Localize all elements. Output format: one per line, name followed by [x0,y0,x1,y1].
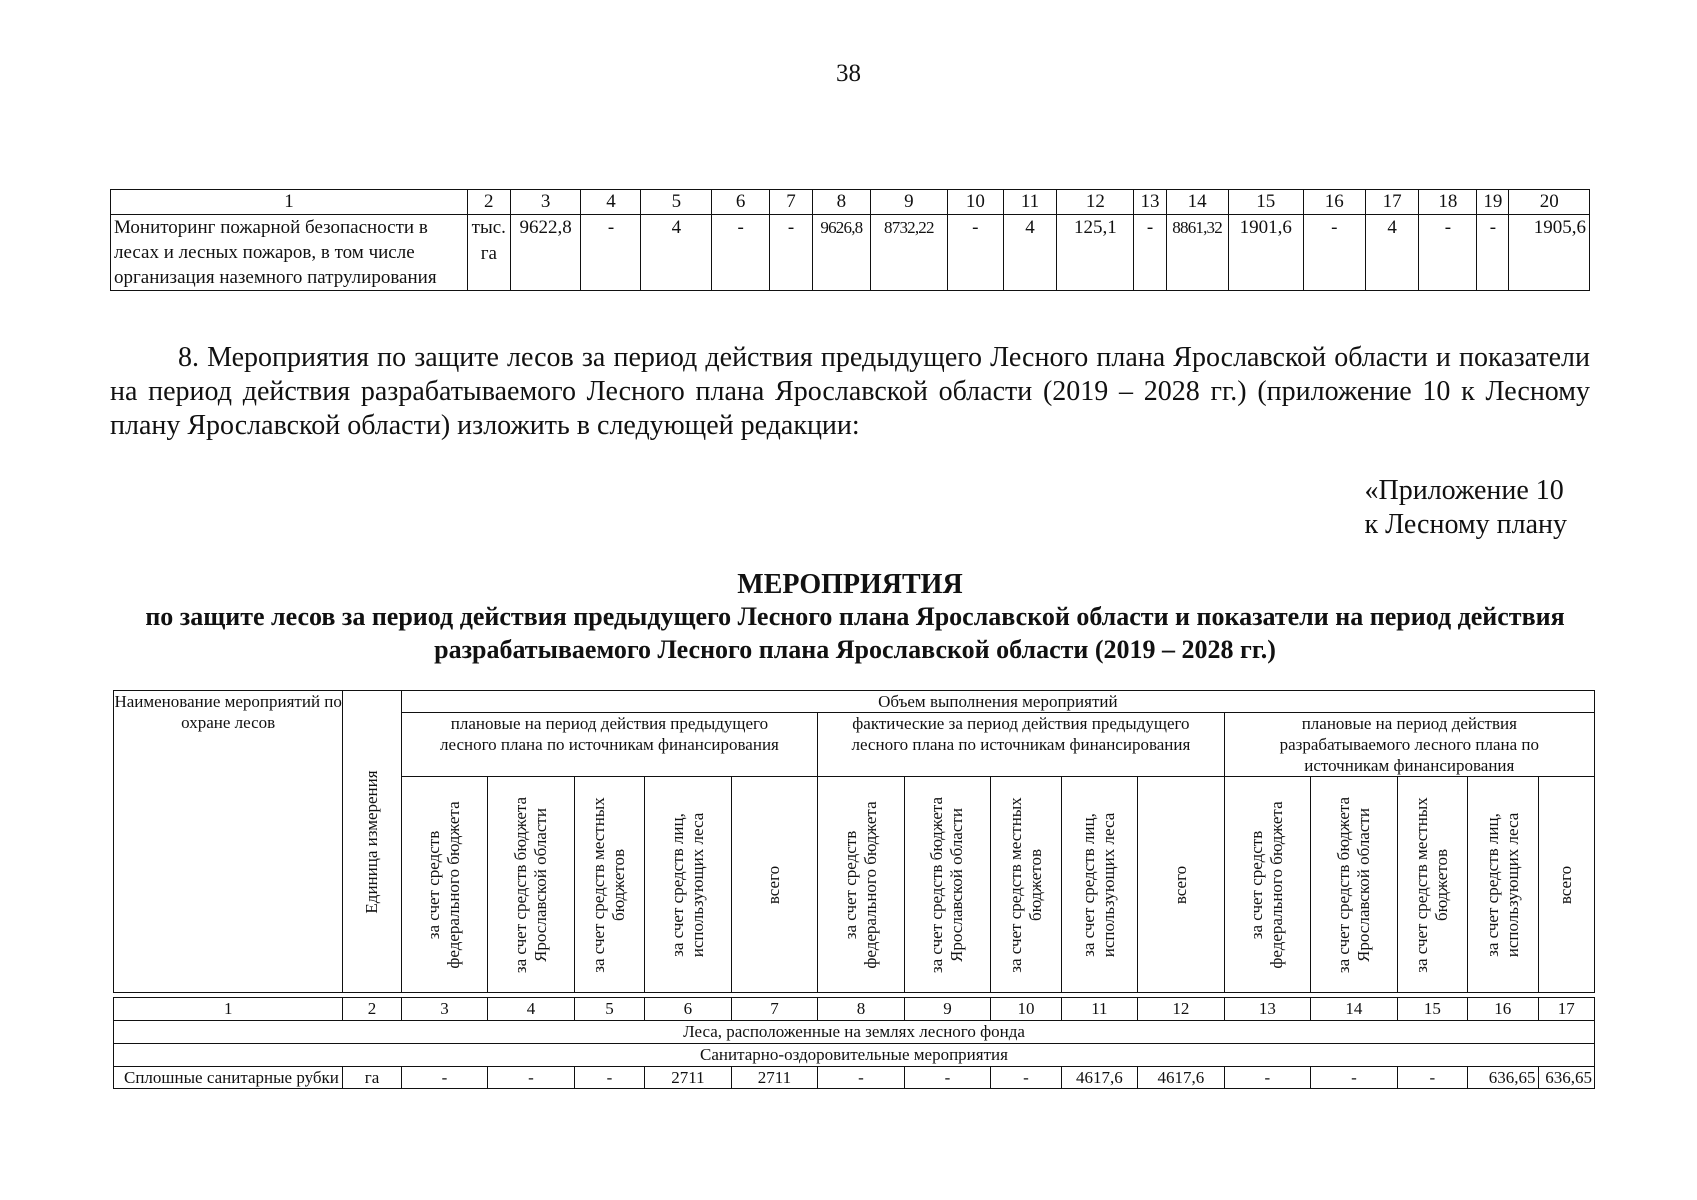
unit-header [343,691,401,993]
column-number: 2 [467,190,510,215]
sub-header [1061,777,1137,993]
value-cell: - [1397,1067,1467,1089]
column-number: 19 [1477,190,1509,215]
sub-header-text: всего [1170,865,1190,904]
value-cell: - [947,215,1003,291]
column-number: 10 [991,998,1061,1021]
value-cell: 1905,6 [1509,215,1590,291]
section-header: Леса, расположенные на землях лесного фонда [114,1021,1595,1044]
sub-header-text: всего [764,865,784,904]
value-cell: - [770,215,813,291]
appendix-line: к Лесному плану [1364,509,1567,540]
column-number: 17 [1365,190,1419,215]
column-number: 17 [1538,998,1595,1021]
name-header: Наименование мероприятий по охране лесов [114,691,343,993]
value-cell: 4 [641,215,712,291]
value-cell: 8732,22 [870,215,947,291]
sub-header [1138,777,1225,993]
sub-header-text: за счет средств местных бюджетов [1412,796,1452,973]
sub-header [1397,777,1467,993]
sub-header-text: за счет средств лиц, использующих леса [1482,812,1522,957]
column-number: 12 [1138,998,1225,1021]
value-cell: 4617,6 [1061,1067,1137,1089]
column-number: 8 [812,190,870,215]
column-number: 12 [1057,190,1134,215]
sub-header [904,777,991,993]
sub-header [818,777,905,993]
sub-header [401,777,488,993]
column-number: 11 [1061,998,1137,1021]
section-header: Санитарно-оздоровительные мероприятия [114,1044,1595,1067]
value-cell: 8861,32 [1166,215,1228,291]
column-number: 4 [488,998,575,1021]
value-cell: 4 [1003,215,1057,291]
activity-name: Мониторинг пожарной безопасности в лесах и лесных пожаров, в том числе организация наземного патрулирования [111,215,468,291]
value-cell: 125,1 [1057,215,1134,291]
table-row [111,215,1590,291]
sub-header-text: за счет средств местных бюджетов [589,796,629,973]
sub-header [645,777,732,993]
value-cell: 636,65 [1468,1067,1538,1089]
value-cell: - [1311,1067,1398,1089]
value-cell: - [1303,215,1365,291]
sub-header-text: за счет средств местных бюджетов [1005,796,1045,973]
column-number: 15 [1228,190,1303,215]
value-cell: - [712,215,770,291]
value-cell: 1901,6 [1228,215,1303,291]
sub-header [1311,777,1398,993]
top-table [110,189,1590,291]
column-number: 13 [1134,190,1166,215]
value-cell: 9622,8 [510,215,581,291]
value-cell: 9626,8 [812,215,870,291]
sub-header-text: за счет средств бюджета Ярославской области [510,796,550,973]
column-number: 3 [401,998,488,1021]
unit-cell: тыс. га [467,215,510,291]
column-number-row [114,998,1595,1021]
value-cell: - [1134,215,1166,291]
section-row [114,1044,1595,1067]
column-number: 4 [581,190,641,215]
sub-header [1468,777,1538,993]
value-cell: - [1224,1067,1311,1089]
sub-header-text: за счет средств федерального бюджета [424,800,464,969]
column-number: 11 [1003,190,1057,215]
value-cell: - [488,1067,575,1089]
sub-header [488,777,575,993]
value-cell: - [574,1067,644,1089]
volume-header: Объем выполнения мероприятий [401,691,1594,713]
column-number: 15 [1397,998,1467,1021]
column-number: 18 [1419,190,1477,215]
value-cell: - [1477,215,1509,291]
value-cell: - [991,1067,1061,1089]
sub-header-text: всего [1556,865,1576,904]
column-number: 6 [712,190,770,215]
column-number: 9 [870,190,947,215]
column-number: 8 [818,998,905,1021]
value-cell: - [1419,215,1477,291]
value-cell: - [581,215,641,291]
sub-header [1538,777,1595,993]
column-number: 6 [645,998,732,1021]
activity-name: Сплошные санитарные рубки [114,1067,343,1089]
column-number: 3 [510,190,581,215]
appendix-label [1365,474,1568,542]
column-number: 16 [1468,998,1538,1021]
value-cell: 636,65 [1538,1067,1595,1089]
column-number: 2 [343,998,401,1021]
page-number: 38 [836,60,861,87]
column-number: 7 [731,998,818,1021]
unit-header-text: Единица измерения [362,769,382,914]
document-title: МЕРОПРИЯТИЯ [737,569,963,600]
value-cell: - [818,1067,905,1089]
column-number: 14 [1311,998,1398,1021]
column-number: 14 [1166,190,1228,215]
section-row [114,1021,1595,1044]
value-cell: 2711 [731,1067,818,1089]
column-number: 1 [111,190,468,215]
value-cell: - [904,1067,991,1089]
group-header: плановые на период действия разрабатываемого лесного плана по источникам финансирования [1224,713,1594,777]
column-number: 16 [1303,190,1365,215]
appendix-line: «Приложение 10 [1364,475,1564,506]
column-number: 10 [947,190,1003,215]
group-header: фактические за период действия предыдущего лесного плана по источникам финансирования [818,713,1224,777]
sub-header [731,777,818,993]
body-paragraph: 8. Мероприятия по защите лесов за период действия предыдущего Лесного плана Ярославской области и показатели на период действия разрабатываемого Лесного плана Ярославской области (2019 – 2028 гг.) (приложение 10 к Лесному плану Ярославской области) изложить в следующей редакции: [110,342,1590,441]
value-cell: 4 [1365,215,1419,291]
sub-header [574,777,644,993]
top-table-header-row [111,190,1590,215]
sub-header [991,777,1061,993]
value-cell: 2711 [645,1067,732,1089]
sub-header-text: за счет средств лиц, использующих леса [667,812,707,957]
sub-header-text: за счет средств бюджета Ярославской области [1333,796,1373,973]
value-cell: 4617,6 [1138,1067,1225,1089]
column-number: 5 [574,998,644,1021]
column-number: 20 [1509,190,1590,215]
column-number: 7 [770,190,813,215]
group-header: плановые на период действия предыдущего лесного плана по источникам финансирования [401,713,817,777]
document-subtitle: по защите лесов за период действия предыдущего Лесного плана Ярославской области и показатели на период действия разрабатываемого Лесного плана Ярославской области (2019 – 2028 гг.) [145,602,1565,664]
sub-header-text: за счет средств лиц, использующих леса [1079,812,1119,957]
sub-header-text: за счет средств федерального бюджета [840,800,880,969]
table-row [114,1067,1595,1089]
sub-header-text: за счет средств бюджета Ярославской области [927,796,967,973]
header-row [114,691,1595,713]
column-number: 1 [114,998,343,1021]
value-cell: - [401,1067,488,1089]
main-table [113,690,1595,1089]
column-number: 5 [641,190,712,215]
sub-header [1224,777,1311,993]
unit-cell: га [343,1067,401,1089]
column-number: 9 [904,998,991,1021]
column-number: 13 [1224,998,1311,1021]
sub-header-text: за счет средств федерального бюджета [1247,800,1287,969]
